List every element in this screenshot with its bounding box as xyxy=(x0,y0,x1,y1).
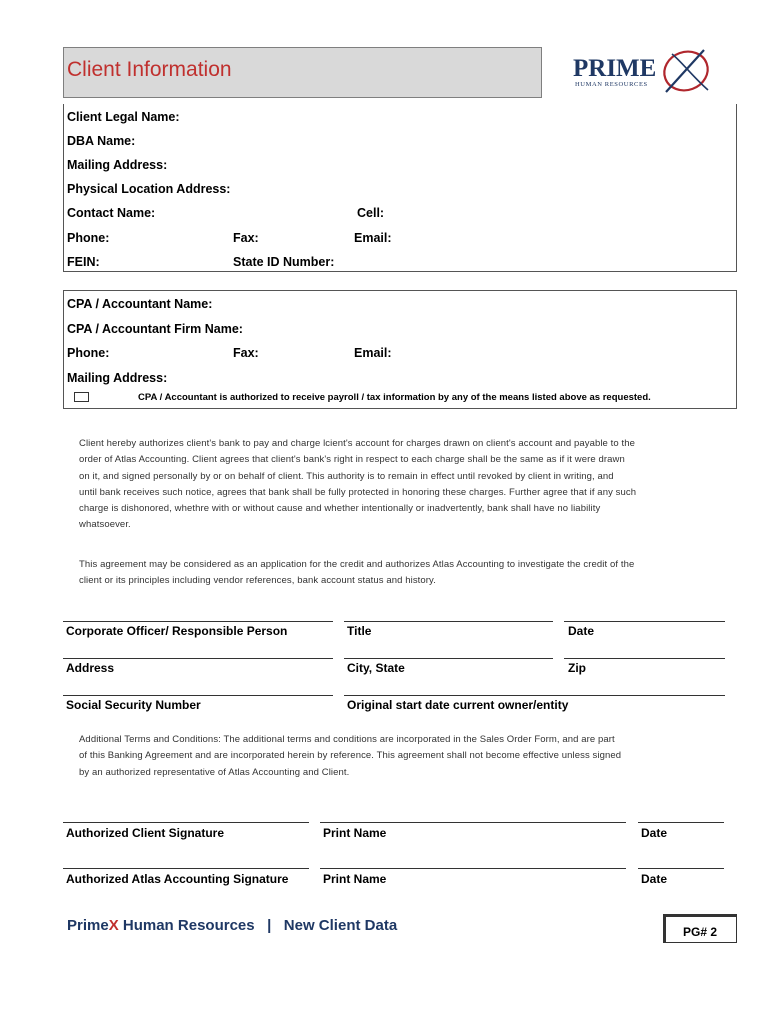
print-name-2-line[interactable] xyxy=(320,868,626,869)
state-id-label: State ID Number: xyxy=(233,255,335,269)
officer-date-line[interactable] xyxy=(564,621,725,622)
phone-label: Phone: xyxy=(67,231,110,245)
mailing-address-label: Mailing Address: xyxy=(67,158,168,172)
date-2-line[interactable] xyxy=(638,868,724,869)
date-2-label: Date xyxy=(641,872,668,886)
contact-name-label: Contact Name: xyxy=(67,206,156,220)
officer-label: Corporate Officer/ Responsible Person xyxy=(66,624,288,638)
logo-x-mark-icon xyxy=(652,42,722,100)
print-name-2-label: Print Name xyxy=(323,872,387,886)
date-1-label: Date xyxy=(641,826,668,840)
footer-brand-prefix: Prime xyxy=(67,917,109,934)
page-title: Client Information xyxy=(67,58,232,81)
client-signature-label: Authorized Client Signature xyxy=(66,826,225,840)
physical-address-label: Physical Location Address: xyxy=(67,182,231,196)
cell-label: Cell: xyxy=(357,206,385,220)
fein-label: FEIN: xyxy=(67,255,100,269)
footer-brand-rest: Human Resources | New Client Data xyxy=(118,917,398,934)
title-label: Title xyxy=(347,624,372,638)
page-number: PG# 2 xyxy=(683,925,718,939)
address-label: Address xyxy=(66,661,115,675)
zip-label: Zip xyxy=(568,661,586,675)
logo-wordmark: PRIME xyxy=(573,55,657,82)
additional-terms-paragraph: Additional Terms and Conditions: The additional terms and conditions are incorporated in the Sales Order Form, and are part of this Banking Agreement and are incorporated herein by reference. This agreement shall not become effective unless signed by an authorized representative of Atlas Accounting and Client. xyxy=(79,734,622,778)
cpa-firm-label: CPA / Accountant Firm Name: xyxy=(67,322,243,336)
print-name-1-line[interactable] xyxy=(320,822,626,823)
officer-date-label: Date xyxy=(568,624,595,638)
cpa-name-label: CPA / Accountant Name: xyxy=(67,297,213,311)
authorization-paragraph: Client hereby authorizes client's bank to pay and charge lcient's account for charges drawn on client's account and payable to the order of Atlas Accounting. Client agrees that client's bank's right in respect to each charge shall be the same as if it were drawn on it, and signed personally by or on behalf of client. This authority is to remain in effect until revoked by client in writing, and until bank receives such notice, agrees that bank shall be fully protected in honoring these charges. Further agree that if any such charge is dishonored, whethre with or without cause and whether intentionally or inadvertently, bank shall have no liability whatsoever. xyxy=(79,438,637,531)
city-state-label: City, State xyxy=(347,661,405,675)
title-line[interactable] xyxy=(344,621,553,622)
zip-line[interactable] xyxy=(564,658,725,659)
atlas-signature-label: Authorized Atlas Accounting Signature xyxy=(66,872,289,886)
ssn-label: Social Security Number xyxy=(66,698,201,712)
print-name-1-label: Print Name xyxy=(323,826,387,840)
cpa-fax-label: Fax: xyxy=(233,346,259,360)
footer-brand xyxy=(67,917,397,934)
footer-brand-x: X xyxy=(108,917,119,934)
cpa-authorization-checkbox[interactable] xyxy=(74,392,89,402)
client-legal-name-label: Client Legal Name: xyxy=(67,110,180,124)
address-line[interactable] xyxy=(63,658,333,659)
officer-line[interactable] xyxy=(63,621,333,622)
logo-subtitle: HUMAN RESOURCES xyxy=(575,81,648,88)
credit-application-paragraph: This agreement may be considered as an application for the credit and authorizes Atlas Accounting to investigate the credit of the client or its principles including vendor references, bank account status and history. xyxy=(79,559,635,587)
city-state-line[interactable] xyxy=(344,658,553,659)
email-label: Email: xyxy=(354,231,392,245)
date-1-line[interactable] xyxy=(638,822,724,823)
cpa-authorization-text: CPA / Accountant is authorized to receive payroll / tax information by any of the means listed above as requested. xyxy=(138,392,651,403)
dba-name-label: DBA Name: xyxy=(67,134,136,148)
fax-label: Fax: xyxy=(233,231,259,245)
atlas-signature-line[interactable] xyxy=(63,868,309,869)
client-signature-line[interactable] xyxy=(63,822,309,823)
cpa-phone-label: Phone: xyxy=(67,346,110,360)
start-date-label: Original start date current owner/entity xyxy=(347,698,569,712)
cpa-email-label: Email: xyxy=(354,346,392,360)
ssn-line[interactable] xyxy=(63,695,333,696)
start-date-line[interactable] xyxy=(344,695,725,696)
cpa-mailing-address-label: Mailing Address: xyxy=(67,371,168,385)
